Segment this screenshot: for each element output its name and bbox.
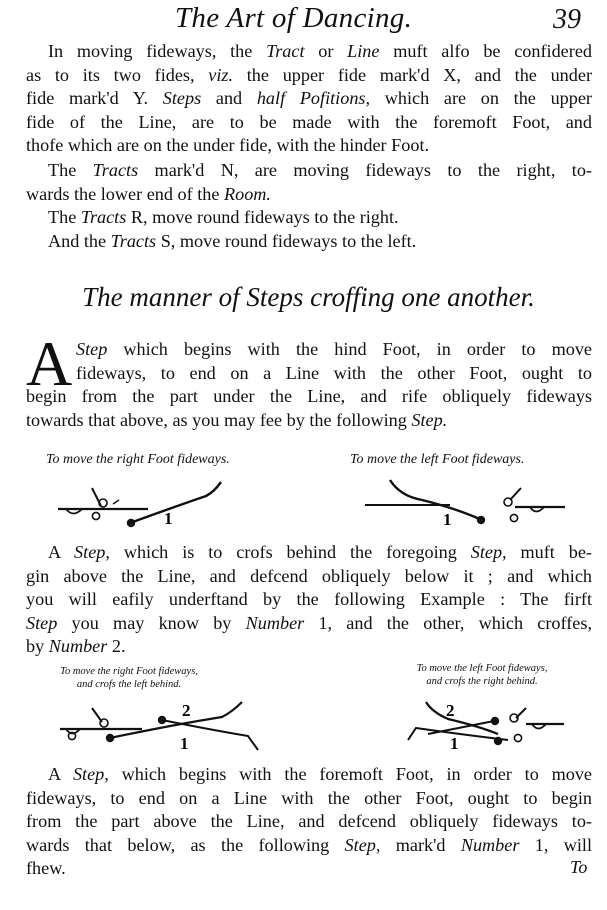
text-run: Tracts <box>92 160 139 180</box>
text-run: Step, <box>72 764 109 784</box>
text-run: muft be- <box>506 542 592 562</box>
text-line <box>26 362 592 386</box>
text-line <box>26 338 592 362</box>
step-number: 1 <box>164 509 173 528</box>
text-line <box>26 787 592 811</box>
text-run: And the <box>48 231 111 251</box>
paragraph-tracts-n <box>26 159 592 206</box>
text-line <box>26 541 592 565</box>
text-line <box>26 385 592 409</box>
paragraph-foremost-foot-step <box>26 763 592 881</box>
text-run: 2. <box>107 636 126 657</box>
caption-left-cross-right <box>382 663 582 688</box>
text-run: The <box>48 207 81 227</box>
step-diagram-left-foot <box>360 478 575 532</box>
text-run: which are on the upper <box>370 88 592 109</box>
step-diagram-left-cross-right <box>398 700 568 756</box>
text-run: wards that below, as the following <box>26 834 345 855</box>
text-run: Step. <box>411 409 448 430</box>
text-run: as to its two fides, <box>26 64 209 85</box>
text-run: from the part above the Line, and defcend obliquely fideways to- <box>26 811 592 832</box>
text-run: which begins with the hind Foot, in order to move <box>107 339 592 359</box>
running-head <box>0 2 607 38</box>
text-run: Tract <box>266 41 305 61</box>
caption-left-foot-sideways: To move the left Foot fideways. <box>350 452 525 467</box>
text-run: fideways, to end on a Line with the other Foot, ought to <box>76 362 592 383</box>
text-run: Room. <box>223 183 271 204</box>
paragraph-hind-foot-step <box>26 328 592 432</box>
running-title: The Art of Dancing. <box>175 2 413 34</box>
text-line <box>26 612 592 636</box>
caption-line: To move the left Foot fideways, <box>416 663 548 674</box>
text-line <box>26 857 592 881</box>
text-line <box>26 111 592 135</box>
foot-position-filled <box>494 737 502 745</box>
paragraph-tracts-s <box>26 230 592 254</box>
text-line <box>26 763 592 787</box>
text-run: you may know by <box>57 612 246 633</box>
step-number-2: 2 <box>182 701 191 720</box>
text-run: fhew. <box>26 858 66 879</box>
caption-right-cross-left <box>34 666 224 691</box>
text-line <box>26 565 592 589</box>
text-line <box>26 87 592 111</box>
foot-position-open <box>514 734 521 741</box>
foot-position-filled <box>477 516 485 524</box>
text-run: A <box>48 542 75 562</box>
text-run: Line <box>347 41 380 61</box>
page-number: 39 <box>553 4 581 35</box>
text-run: Step, <box>470 542 507 562</box>
text-run: Step <box>26 612 58 633</box>
foot-position-open <box>100 719 108 727</box>
text-run: Step, <box>74 542 110 562</box>
text-run: wards the lower end of the <box>26 183 224 204</box>
step-number-2: 2 <box>446 701 455 720</box>
text-run: fide of the Line, are to be made with the foremoft Foot, and <box>26 111 592 132</box>
text-run: begin from the part under the Line, and rife obliquely fideways <box>26 386 592 407</box>
section-heading: The manner of Steps croffing one another. <box>82 282 535 312</box>
text-line <box>26 588 592 612</box>
text-line <box>26 230 592 254</box>
text-line <box>26 183 592 207</box>
foot-position-open <box>504 498 512 506</box>
caption-line: To move the right Foot fideways, <box>60 666 198 677</box>
catchword: To <box>570 857 588 877</box>
step-diagram-right-foot <box>56 478 246 532</box>
text-run: thofe which are on the under fide, with the hinder Foot. <box>26 135 430 156</box>
text-run: 1, will <box>519 834 592 855</box>
step-tract-1 <box>426 702 498 734</box>
text-run: The <box>48 160 93 180</box>
step-diagram-right-cross-left <box>52 700 274 756</box>
text-run: viz. <box>208 64 234 85</box>
paragraph-sideways-tract <box>26 40 592 158</box>
text-run: S, move round fideways to the left. <box>156 231 417 251</box>
foot-position-filled <box>127 519 135 527</box>
text-run: half Pofitions, <box>256 88 371 109</box>
text-run: Number <box>460 834 520 855</box>
caption-right-foot-sideways: To move the right Foot fideways. <box>46 452 230 467</box>
text-run: fide mark'd Y. <box>26 88 163 109</box>
text-run: which is to crofs behind the foregoing <box>109 542 471 562</box>
text-run: A <box>48 764 73 784</box>
text-run: Number <box>48 636 108 657</box>
text-run: by <box>26 636 49 657</box>
text-line <box>26 206 592 230</box>
paragraph-crossing-behind <box>26 541 592 659</box>
text-run: and <box>201 88 257 109</box>
text-line <box>26 134 592 158</box>
step-number-1: 1 <box>180 734 189 753</box>
step-tract-1 <box>110 702 242 738</box>
text-run: towards that above, as you may fee by the following <box>26 409 412 430</box>
tick-mark <box>113 500 119 504</box>
text-run: Tracts <box>110 231 157 251</box>
text-line <box>26 810 592 834</box>
text-run: Step <box>76 339 108 359</box>
text-run: or <box>304 41 348 61</box>
foot-position-filled <box>491 717 499 725</box>
text-run: which begins with the foremoft Foot, in order to move <box>108 764 593 784</box>
paragraph-tracts-r <box>26 206 592 230</box>
text-line <box>26 834 592 858</box>
text-run: mark'd <box>380 834 461 855</box>
text-line <box>26 635 592 659</box>
text-run: 1, and the other, which croffes, <box>304 612 592 633</box>
text-run: In moving fideways, the <box>48 41 267 61</box>
caption-line: and crofs the left behind. <box>76 678 182 690</box>
text-run: Step, <box>344 834 381 855</box>
text-line <box>26 64 592 88</box>
text-run: the upper fide mark'd X, and the under <box>233 64 592 85</box>
text-run: you will eafily underftand by the following Example : The firft <box>26 589 592 610</box>
foot-position-open <box>92 512 99 519</box>
step-number-1: 1 <box>450 734 459 753</box>
text-run: gin above the Line, and defcend obliquely below it ; and which <box>26 565 592 586</box>
foot-position-open <box>510 514 517 521</box>
text-run: Tracts <box>80 207 127 227</box>
drop-cap: A <box>26 328 73 399</box>
text-run: mark'd N, are moving fideways to the right, to- <box>138 160 592 180</box>
step-number: 1 <box>443 510 452 529</box>
text-line <box>26 159 592 183</box>
text-line <box>26 40 592 64</box>
text-run: muft alfo be confidered <box>379 41 592 61</box>
step-tract <box>390 480 482 520</box>
text-run: Steps <box>162 88 202 109</box>
caption-line: and crofs the right behind. <box>426 675 538 687</box>
text-run: fideways, to end on a Line with the other Foot, ought to begin <box>26 787 592 808</box>
foot-stroke <box>510 488 521 500</box>
text-run: Number <box>245 612 305 633</box>
text-line <box>26 409 592 433</box>
text-run: R, move round fideways to the right. <box>126 207 399 227</box>
step-tract <box>130 482 221 523</box>
